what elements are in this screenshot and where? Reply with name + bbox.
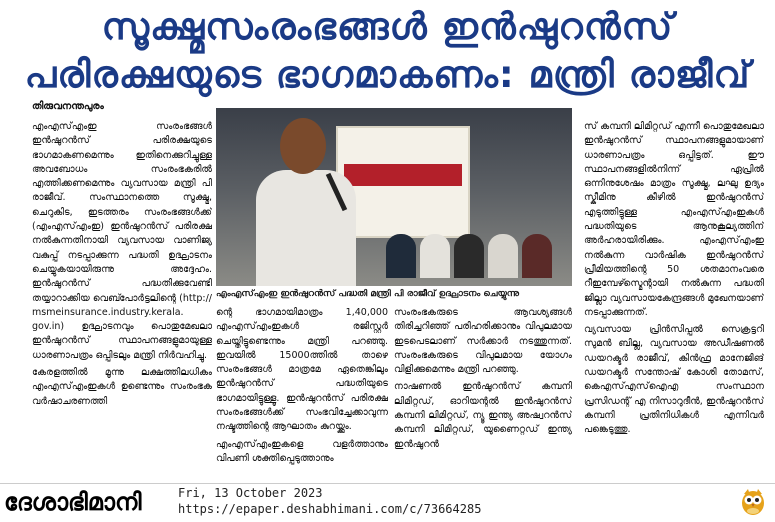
article-column-1 xyxy=(32,120,212,480)
dateline: തിരുവനന്തപുരം xyxy=(32,101,104,112)
article-column-2 xyxy=(216,306,388,476)
paragraph: വ്യവസായ പ്രിൻസിപ്പൽ സെക്രട്ടറി സുമൻ ബില്ല, വ്യവസായ അഡീഷണൽ ഡയറക്ടർ രാജീവ്, കിൻഫ്ര മാനേജിങ് ഡയറക്ടർ സന്തോഷ് കോശി തോമസ്, കെഎസ്എസ്ഐഎ സംസ്ഥാന പ്രസിഡന്റ് എ നിസാറുദീൻ, ഇൻഷുറൻസ് കമ്പനി പ്രതിനിധികൾ എന്നിവർ പങ്കെടുത്തു. xyxy=(584,324,764,436)
paragraph: സംരംഭകരുടെ ആവശ്യങ്ങൾ തിരിച്ചറിഞ്ഞ് പരിഹരിക്കാനും വിപുലമായ ഇടപെടലാണ് സർക്കാർ നടത്തുന്നത്. സംരംഭകരുടെ വിപുലമായ യോഗം വിളിക്കുമെന്നും മന്ത്രി പറഞ്ഞു. xyxy=(394,307,572,376)
paragraph: സ് കമ്പനി ലിമിറ്റഡ് എന്നീ പൊതുമേഖലാ ഇൻഷുറൻസ് സ്ഥാപനങ്ങളുമായാണ് ധാരണാപത്രം ഒപ്പിട്ടത്. ഈ സ്ഥാപനങ്ങളിൽനിന്ന് ഏപ്രിൽ ഒന്നിനുശേഷം മാത്രം സൂക്ഷ്മ, ലഘു ഉദ്യം സ്കീമിനു കീഴിൽ ഇൻഷുറൻസ് എടുത്തിട്ടുള്ള എംഎസ്എംഇകൾ പദ്ധതിയുടെ ആനുകൂല്യത്തിന് അർഹരായിരിക്കും. എംഎസ്എംഇ നൽകുന്ന വാർഷിക ഇൻഷുറൻസ് പ്രീമിയത്തിന്റെ 50 ശതമാനംവരെ റീഇമ്പേഴ്സ്മെന്റായി നൽകുന്ന പദ്ധതി ജില്ലാ വ്യവസായകേന്ദ്രങ്ങൾ മുഖേനയാണ് നടപ്പാക്കുന്നത്. xyxy=(584,121,764,318)
footer xyxy=(0,483,775,522)
article-column-3 xyxy=(394,306,572,476)
headline xyxy=(0,0,775,100)
paragraph: എംഎസ്എംഇ സംരംഭങ്ങൾ ഇൻഷുറൻസ് പരിരക്ഷയുടെ ഭാഗമാകണമെന്നും ഇതിനെക്കുറിച്ചുള്ള അവബോധം സംരംഭകരിൽ എത്തിക്കണമെന്നും വ്യവസായ മന്ത്രി പി രാജീവ്. സംസ്ഥാനത്തെ സൂക്ഷ്മ, ചെറുകിട, ഇടത്തരം സംരംഭങ്ങൾക്ക് (എംഎസ്എംഇ) ഇൻഷുറൻസ് പരിരക്ഷ നൽകുന്നതിനായി വ്യവസായ വാണിജ്യ വകുപ്പ് നടപ്പാക്കുന്ന പദ്ധതി ഉദ്ഘാടനം ചെയ്യുകയായിരുന്നു അദ്ദേഹം. ഇൻഷുറൻസ് പദ്ധതിക്കുവേണ്ടി തയ്യാറാക്കിയ വെബ്പോർട്ടലിന്റെ (http:// msmeinsurance.industry.kerala. gov.in) ഉദ്ഘാടനവും പൊതുമേഖലാ ഇൻഷുറൻസ് സ്ഥാപനങ്ങളുമായുള്ള ധാരണാപത്രം ഒപ്പിടലും മന്ത്രി നിർവഹിച്ചു. xyxy=(32,121,212,361)
paragraph: എംഎസ്എംഇകളെ വളർത്താനും വിപണി ശക്തിപ്പെടുത്താനും xyxy=(216,438,388,464)
footer-meta xyxy=(178,485,481,517)
audience xyxy=(386,218,572,278)
paragraph: കേരളത്തിൽ മൂന്നു ലക്ഷത്തിലധികം എംഎസ്എംഇകൾ ഉണ്ടെന്നും സംരംഭക വർഷാചരണത്തി xyxy=(32,367,212,407)
owl-icon xyxy=(738,486,768,516)
paragraph: നാഷണൽ ഇൻഷുറൻസ് കമ്പനി ലിമിറ്റഡ്, ഓറിയന്റൽ ഇൻഷുറൻസ് കമ്പനി ലിമിറ്റഡ്, ന്യൂ ഇന്ത്യ അഷ്വറൻസ് കമ്പനി ലിമിറ്റഡ്, യുണൈറ്റഡ് ഇന്ത്യ ഇൻഷുറൻ xyxy=(394,381,572,450)
photo-caption: എംഎസ്എംഇ ഇൻഷുറൻസ് പദ്ധതി മന്ത്രി പി രാജീവ് ഉദ്ഘാടനം ചെയ്യുന്നു xyxy=(216,286,572,302)
edition-date: Fri, 13 October 2023 xyxy=(178,486,323,500)
headline-line-1: സൂക്ഷ്മസംരംഭങ്ങൾ ഇൻഷുറൻസ് xyxy=(101,5,674,48)
news-photo xyxy=(216,108,572,286)
article-column-4 xyxy=(584,120,764,480)
newspaper-logo: ദേശാഭിമാനി xyxy=(4,487,142,516)
paragraph: ന്റെ ഭാഗമായിമാത്രം 1,40,000 എംഎസ്എംഇകൾ രജിസ്റ്റർ ചെയ്തിട്ടുണ്ടെന്നും മന്ത്രി പറഞ്ഞു. ഇവയിൽ 15000ത്തിൽ താഴെ സംരംഭങ്ങൾ മാത്രമേ ഏതെങ്കിലും ഇൻഷുറൻസ് പദ്ധതിയുടെ ഭാഗമായിട്ടുള്ളൂ. ഇൻഷുറൻസ് പരിരക്ഷ സംരംഭങ്ങൾക്ക് സംഭവിച്ചേക്കാവുന്ന നഷ്ടത്തിന്റെ ആഘാതം കുറയ്ക്കും. xyxy=(216,307,388,433)
headline-line-2: പരിരക്ഷയുടെ ഭാഗമാകണം: മന്ത്രി രാജീവ് xyxy=(24,53,751,96)
epaper-url[interactable]: https://epaper.deshabhimani.com/c/73664285 xyxy=(178,502,482,516)
